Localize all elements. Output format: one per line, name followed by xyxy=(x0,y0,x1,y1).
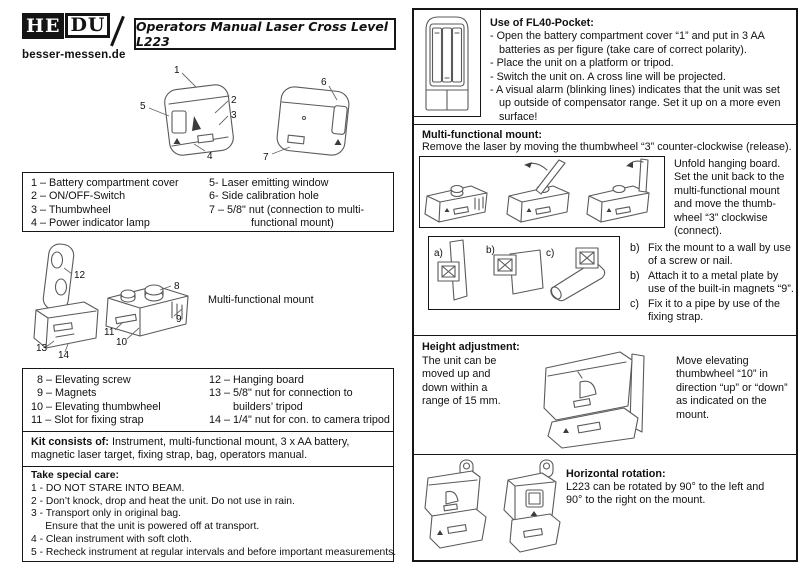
mount-steps-diagram xyxy=(421,158,661,226)
callout-5: 5 xyxy=(140,101,146,112)
fl40-item: - Switch the unit on. A cross line will be projected. xyxy=(490,70,726,83)
item-text: Attach it to a metal plate by use of the built-in magnets “9”. xyxy=(648,269,794,296)
mount-steps-figure-box xyxy=(419,156,665,228)
callout-2: 2 xyxy=(231,95,237,106)
rotation-text: L223 can be rotated by 90° to the left and 90° to the right on the mount. xyxy=(566,481,765,507)
kit-text: Instrument, multi-functional mount, 3 x AA battery, magnetic laser target, fixing strap, bag, operators manual. xyxy=(31,436,350,462)
battery-compartment-diagram xyxy=(416,12,478,114)
brand-tagline: besser-messen.de xyxy=(22,49,126,61)
part-item: builders’ tripod xyxy=(209,400,303,413)
callout-14: 14 xyxy=(58,350,70,361)
part-item: 3 – Thumbwheel xyxy=(31,203,111,216)
list-item xyxy=(630,270,796,297)
mount-intro: Remove the laser by moving the thumbwheel “3” counter-clockwise (release). xyxy=(422,141,792,153)
item-label: b) xyxy=(630,242,640,254)
item-label: b) xyxy=(630,269,640,282)
fl40-item: - A visual alarm (blinking lines) indicates that the unit was set up outside of compensator range. Set it up on a more even surface! xyxy=(490,84,781,123)
rotation-heading: Horizontal rotation: xyxy=(566,468,666,480)
part-item: 12 – Hanging board xyxy=(209,374,304,386)
brand-logo-he: HE xyxy=(22,13,64,39)
callout-10: 10 xyxy=(116,337,128,348)
callout-7: 7 xyxy=(263,152,269,163)
item-label: c) xyxy=(630,297,639,310)
fl40-item: - Place the unit on a platform or tripod. xyxy=(490,57,674,70)
height-heading: Height adjustment: xyxy=(422,341,520,353)
mount-options-diagram xyxy=(430,238,616,308)
brand-logo-du: DÜ xyxy=(65,13,110,38)
care-item: 4 - Clean instrument with soft cloth. xyxy=(31,533,192,545)
height-adjustment-diagram xyxy=(532,344,667,450)
part-item: 9 – Magnets xyxy=(31,387,97,400)
section-divider xyxy=(414,124,796,125)
fl40-section xyxy=(490,17,792,124)
callout-13: 13 xyxy=(36,343,48,354)
care-item: 5 - Recheck instrument at regular intervals and before important measurements. xyxy=(31,546,397,558)
brand-logo-slash xyxy=(111,16,125,47)
care-item: 1 - DO NOT STARE INTO BEAM. xyxy=(31,482,185,494)
mount-diagram xyxy=(26,238,211,366)
part-item: 6- Side calibration hole xyxy=(209,190,319,203)
part-item: 5- Laser emitting window xyxy=(209,177,329,189)
callout-11: 11 xyxy=(104,327,115,338)
callout-9: 9 xyxy=(176,314,182,325)
part-item: 14 – 1/4" nut for con. to camera tripod xyxy=(209,414,390,427)
right-panel xyxy=(412,8,798,562)
mount-side-text: Unfold hanging board. Set the unit back to the multi-functional mount and move the thumb-wheel “3” clockwise (connect). xyxy=(674,158,785,238)
option-c-label: c) xyxy=(546,248,555,259)
parts-list-2 xyxy=(22,368,394,432)
section-divider xyxy=(414,335,796,336)
horizontal-rotation-diagram xyxy=(420,458,570,558)
battery-figure-cell xyxy=(414,10,481,117)
part-item: 4 – Power indicator lamp xyxy=(31,217,150,230)
care-item: 2 - Don’t knock, drop and heat the unit. Do not use in rain. xyxy=(31,495,295,507)
kit-contents-box xyxy=(22,431,394,467)
callout-8: 8 xyxy=(174,281,180,292)
section-divider xyxy=(414,454,796,455)
height-right-text: Move elevating thumbwheel “10” in direction “up” or “down” as indicated on the mount. xyxy=(676,355,788,421)
part-item: 10 – Elevating thumbwheel xyxy=(31,400,161,413)
kit-label: Kit consists of: xyxy=(31,436,109,448)
height-left-text: The unit can be moved up and down within a range of 15 mm. xyxy=(422,355,501,408)
callout-3: 3 xyxy=(231,110,237,121)
mount-heading: Multi-functional mount: xyxy=(422,129,542,141)
item-text: Fix it to a pipe by use of the fixing strap. xyxy=(648,297,781,324)
laser-unit-diagram xyxy=(136,56,392,168)
part-item: 1 – Battery compartment cover xyxy=(31,177,179,189)
list-item xyxy=(630,298,796,325)
page-title: Operators Manual Laser Cross Level L223 xyxy=(136,19,389,49)
part-item: 8 – Elevating screw xyxy=(31,374,131,386)
fl40-heading: Use of FL40-Pocket: xyxy=(490,17,594,29)
callout-6: 6 xyxy=(321,77,327,88)
part-item: 11 – Slot for fixing strap xyxy=(31,414,144,427)
option-a-label: a) xyxy=(434,248,443,259)
care-heading: Take special care: xyxy=(31,470,119,481)
brand-logo xyxy=(22,13,126,61)
mount-options-list xyxy=(630,242,796,325)
callout-4: 4 xyxy=(207,151,213,162)
care-item: Ensure that the unit is powered off at transport. xyxy=(31,521,260,533)
list-item xyxy=(630,242,796,269)
item-text: Fix the mount to a wall by use of a screw or nail. xyxy=(648,242,791,268)
parts-list-1 xyxy=(22,172,394,232)
part-item: functional mount) xyxy=(209,217,334,230)
mount-options-figure-box xyxy=(428,236,620,310)
care-item: 3 - Transport only in original bag. xyxy=(31,508,181,520)
callout-1: 1 xyxy=(174,65,180,76)
part-item: 7 – 5/8" nut (connection to multi- xyxy=(209,203,365,216)
fl40-item: - Open the battery compartment cover “1” and put in 3 AA batteries as per figure (take care of correct polarity). xyxy=(490,30,765,56)
callout-12: 12 xyxy=(74,270,86,281)
option-b-label: b) xyxy=(486,245,495,256)
special-care-box xyxy=(22,466,397,562)
part-item: 13 – 5/8" nut for connection to xyxy=(209,387,353,400)
part-item: 2 – ON/OFF-Switch xyxy=(31,190,126,203)
mount-figure-label: Multi-functional mount xyxy=(208,294,314,306)
title-box xyxy=(134,18,396,50)
